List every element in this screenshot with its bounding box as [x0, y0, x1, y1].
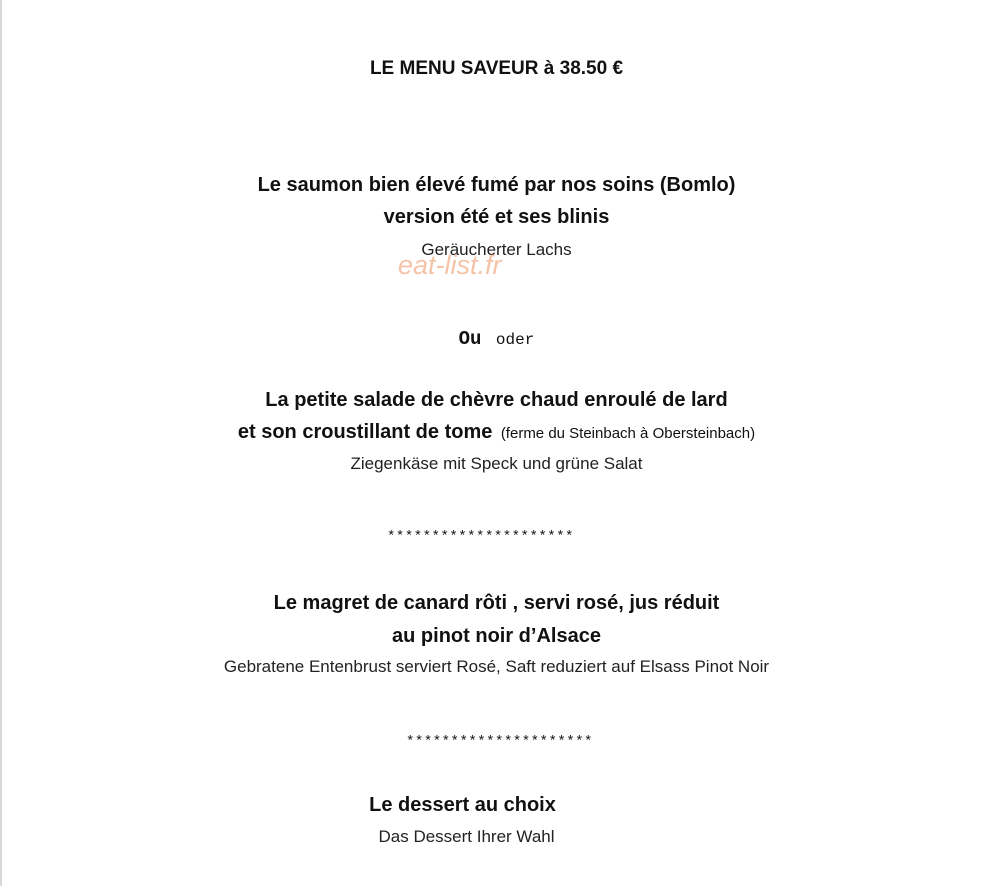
watermark-logo: eat-list.fr — [398, 250, 502, 280]
starter1-german: Geräucherter Lachs — [421, 240, 572, 259]
or-french: Ou — [458, 328, 482, 350]
dessert-german: Das Dessert Ihrer Wahl — [378, 827, 555, 846]
or-separator — [2, 328, 989, 350]
main-german: Gebratene Entenbrust serviert Rosé, Saft reduziert auf Elsass Pinot Noir — [223, 657, 770, 676]
main-line2: au pinot noir d’Alsace — [392, 625, 601, 647]
dessert-title: Le dessert au choix — [369, 794, 556, 816]
menu-title: LE MENU SAVEUR à 38.50 € — [369, 58, 624, 79]
starter2-german: Ziegenkäse mit Speck und grüne Salat — [350, 454, 643, 473]
starter1-line1: Le saumon bien élevé fumé par nos soins (Bomlo) — [257, 174, 736, 196]
starter2-farm-note: (ferme du Steinbach à Obersteinbach) — [500, 425, 756, 442]
starter2-line2-row — [2, 421, 989, 444]
separator-stars-2: ********************* — [406, 734, 593, 750]
separator-stars-1: ********************* — [387, 529, 574, 545]
starter2-line2: et son croustillant de tome — [237, 421, 493, 443]
starter2-line1: La petite salade de chèvre chaud enroulé de lard — [265, 389, 728, 411]
or-german: oder — [495, 331, 535, 349]
main-line1: Le magret de canard rôti , servi rosé, jus réduit — [273, 592, 720, 614]
starter1-line2: version été et ses blinis — [383, 206, 610, 228]
